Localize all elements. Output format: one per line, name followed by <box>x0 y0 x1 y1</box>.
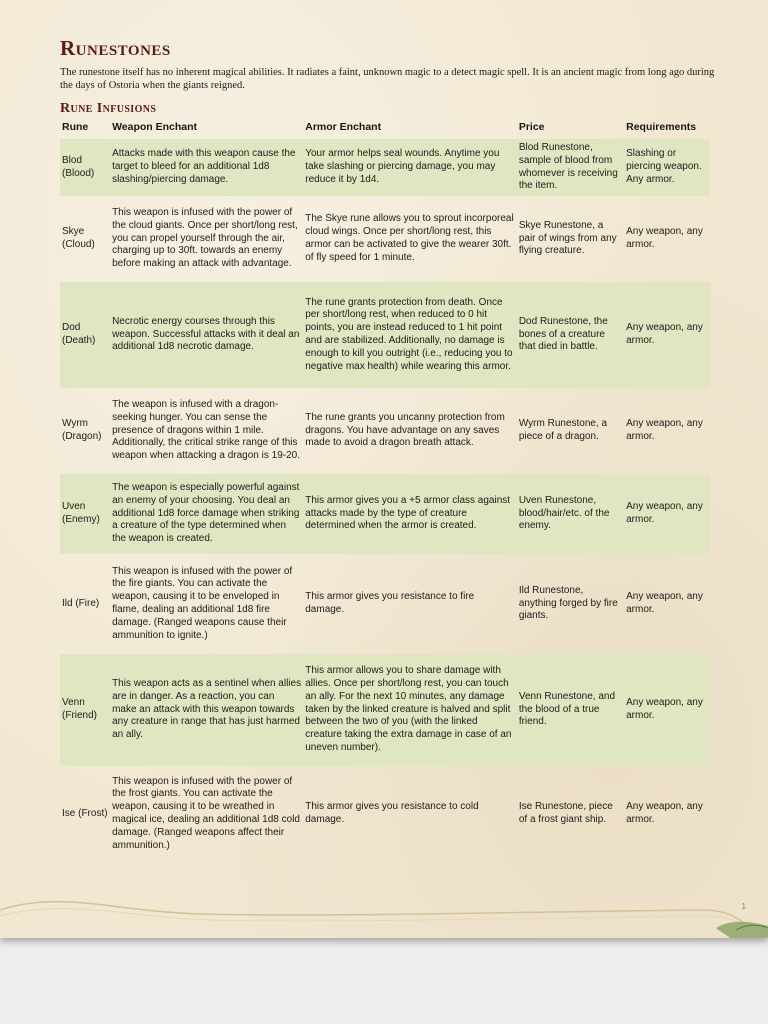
cell-price: Uven Runestone, blood/hair/etc. of the enemy. <box>517 474 624 554</box>
cell-armor-enchant: Your armor helps seal wounds. Anytime you take slashing or piercing damage, you may reduce it by 1d4. <box>303 139 517 196</box>
cell-requirements: Any weapon, any armor. <box>626 226 703 250</box>
header-weapon-enchant: Weapon Enchant <box>112 121 198 134</box>
header-price: Price <box>518 121 545 134</box>
table-header-row <box>60 117 710 139</box>
cell-weapon-enchant: The weapon is infused with a dragon-seeking hunger. You can sense the presence of dragons within 1 mile. Additionally, the critical strike range of this weapon when attacking a dragon is 19-20. <box>112 399 300 462</box>
table-row <box>60 139 710 196</box>
cell-requirements: Any weapon, any armor. <box>626 591 703 615</box>
cell-requirements: Any weapon, any armor. <box>624 282 710 388</box>
table-row <box>60 196 710 282</box>
table-row <box>60 654 710 766</box>
cell-armor-enchant: This armor gives you resistance to fire damage. <box>305 591 475 615</box>
rune-infusions-table <box>60 117 710 862</box>
table-row <box>60 388 710 474</box>
cell-rune: Blod (Blood) <box>60 139 110 196</box>
cell-requirements: Any weapon, any armor. <box>624 474 710 554</box>
cell-weapon-enchant: This weapon is infused with the power of the cloud giants. Once per short/long rest, you can propel yourself through the air, charging up to 30ft. towards an enemy before making an attack with advantage. <box>112 207 298 270</box>
cell-weapon-enchant: Attacks made with this weapon cause the target to bleed for an additional 1d8 slashing/piercing damage. <box>110 139 303 196</box>
cell-price: Dod Runestone, the bones of a creature that died in battle. <box>517 282 624 388</box>
cell-rune: Uven (Enemy) <box>60 474 110 554</box>
cell-armor-enchant: The rune grants you uncanny protection from dragons. You have advantage on any saves made to avoid a dragon breath attack. <box>305 411 505 449</box>
header-rune: Rune <box>62 121 89 134</box>
cell-price: Ild Runestone, anything forged by fire giants. <box>518 584 618 622</box>
table-row <box>60 474 710 554</box>
cell-requirements: Any weapon, any armor. <box>626 801 703 825</box>
cell-price: Skye Runestone, a pair of wings from any flying creature. <box>518 219 617 257</box>
cell-price: Venn Runestone, and the blood of a true friend. <box>517 654 624 766</box>
table-row <box>60 282 710 388</box>
cell-requirements: Any weapon, any armor. <box>624 654 710 766</box>
cell-weapon-enchant: This weapon acts as a sentinel when allies are in danger. As a reaction, you can make an attack with this weapon towards any creature in range that has just harmed an ally. <box>110 654 303 766</box>
page-title: Runestones <box>60 36 171 60</box>
cell-requirements: Any weapon, any armor. <box>626 418 703 442</box>
cell-rune: Dod (Death) <box>60 282 110 388</box>
cell-rune: Ise (Frost) <box>62 807 108 819</box>
header-armor-enchant: Armor Enchant <box>305 121 382 134</box>
cell-weapon-enchant: Necrotic energy courses through this weapon. Successful attacks with it deal an additional 1d8 necrotic damage. <box>110 282 303 388</box>
table-row <box>60 554 710 654</box>
cell-armor-enchant: The Skye rune allows you to sprout incorporeal cloud wings. Once per short/long rest, this armor can be activated to give the wearer 30ft. of fly speed for 1 minute. <box>305 213 514 263</box>
cell-armor-enchant: This armor allows you to share damage with allies. Once per short/long rest, you can touch an ally. For the next 10 minutes, any damage taken by the linked creature is halved and split between the two of you (with the linked creature taking the extra damage in case of an uneven number). <box>303 654 517 766</box>
cell-rune: Skye (Cloud) <box>62 226 95 250</box>
cell-requirements: Slashing or piercing weapon. Any armor. <box>624 139 710 196</box>
table-row <box>60 766 710 862</box>
cell-rune: Ild (Fire) <box>62 597 100 609</box>
cell-price: Wyrm Runestone, a piece of a dragon. <box>518 418 608 442</box>
footer-ornament-icon <box>0 880 768 938</box>
section-subtitle: Rune Infusions <box>60 101 157 116</box>
cell-armor-enchant: This armor gives you a +5 armor class against attacks made by the type of creature determined when the armor is created. <box>303 474 517 554</box>
cell-rune: Venn (Friend) <box>60 654 110 766</box>
cell-price: Blod Runestone, sample of blood from whomever is receiving the item. <box>517 139 624 196</box>
intro-paragraph: The runestone itself has no inherent magical abilities. It radiates a faint, unknown magic to a detect magic spell. It is an ancient magic from long ago during the days of Ostoria when the giants reigned. <box>60 67 715 91</box>
cell-weapon-enchant: The weapon is especially powerful against an enemy of your choosing. You deal an additional 1d8 force damage when striking a creature of the type determined when the weapon is created. <box>110 474 303 554</box>
cell-price: Ise Runestone, piece of a frost giant ship. <box>518 801 613 825</box>
header-requirements: Requirements <box>626 121 697 134</box>
cell-weapon-enchant: This weapon is infused with the power of the frost giants. You can activate the weapon, causing it to be wreathed in magical ice, dealing an additional 1d8 cold damage. (Ranged weapons affect their ammunition.) <box>112 775 300 851</box>
page-number: 1 <box>741 902 746 911</box>
cell-weapon-enchant: This weapon is infused with the power of the fire giants. You can activate the weapon, causing it to be enveloped in flame, dealing an additional 1d8 fire damage. (Ranged weapons cause their ammunition to ignite.) <box>112 565 293 641</box>
cell-armor-enchant: This armor gives you resistance to cold damage. <box>305 801 479 825</box>
cell-rune: Wyrm (Dragon) <box>62 418 102 442</box>
cell-armor-enchant: The rune grants protection from death. Once per short/long rest, when reduced to 0 hit points, you are instead reduced to 1 hit point and are stabilized. Additionally, no damage is enough to kill you outright (i.e., reducing you to negative max health) while wearing this armor. <box>303 282 517 388</box>
